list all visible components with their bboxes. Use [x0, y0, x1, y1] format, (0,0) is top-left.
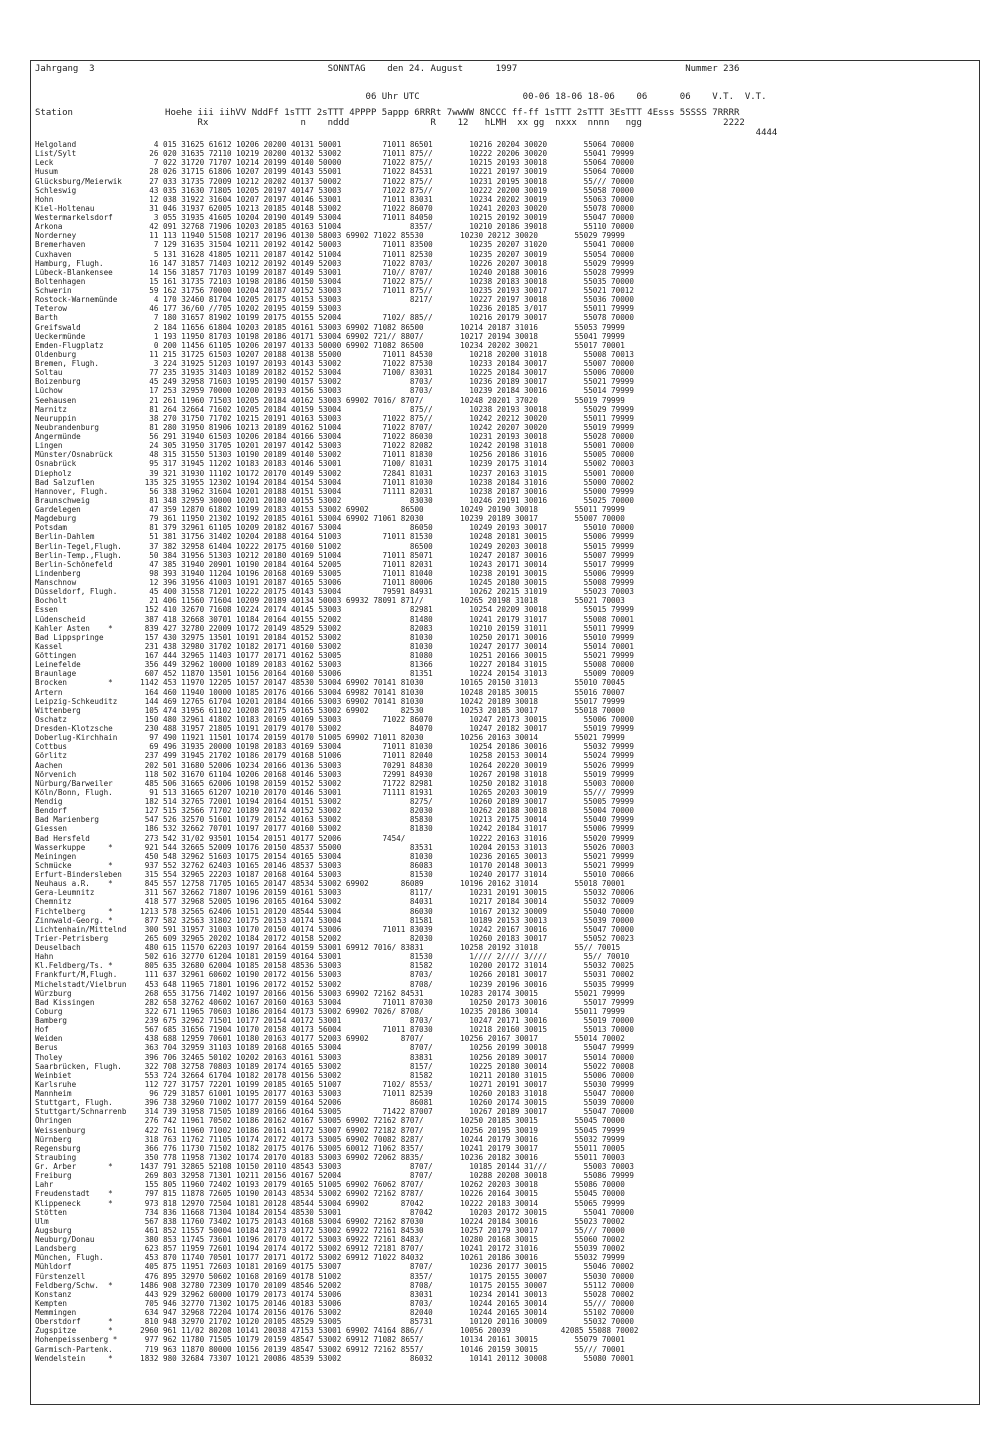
station-row: Erfurt-Bindersleben 315 554 32965 22203 10187 20168 40164 53003 81530 10240 20177 31014 55010 70066	[35, 870, 634, 879]
station-row: Essen 152 410 32670 71608 10224 20174 40145 53003 82981 10254 20209 30018 55015 79999	[35, 605, 634, 615]
station-row: München, Flugh. 453 870 11740 70501 10177 20171 40172 53002 69912 71022 84032 10261 20186 30016 55032 79999	[35, 1253, 625, 1263]
station-row: Braunlage 607 452 11870 13501 10156 20164 40160 53006 81351 10224 20154 31013 55009 70009	[35, 669, 634, 679]
station-row: Norderney 11 113 11940 51508 10217 20196 40130 58003 69902 71022 85530 10230 20212 30020 55029 79999	[35, 231, 625, 241]
station-row: Weiden 438 688 12959 70601 10180 20163 40177 52003 69902 8707/ 10256 20167 30017 55014 70002	[35, 1034, 625, 1044]
station-row: Coburg 322 671 11965 70603 10186 20164 40173 53002 69902 7026/ 8708/ 10235 20186 30014 55011 79999	[35, 1006, 625, 1016]
station-row: Hahn 502 616 32770 61204 10181 20159 40164 53001 81530 1//// 2//// 3//// 55// 70010	[35, 952, 630, 962]
station-row: Öhringen 276 742 11961 70502 10186 20162 40167 53005 69902 72162 8707/ 10250 20185 30015 55045 70000	[35, 1116, 625, 1126]
station-row: Fichtelberg * 1213 578 32565 62406 10151 20120 48544 53004 86030 10167 20132 30009 55040 70000	[35, 906, 634, 916]
station-row: Weissenburg 422 761 11960 71002 10186 20161 40172 53007 69902 72182 8707/ 10256 20195 30019 55045 79999	[35, 1125, 625, 1135]
station-row: Wendelstein * 1832 980 32684 73307 10121 20086 48539 53002 86032 10141 20112 30008 55080 70001	[35, 1353, 634, 1363]
station-row: Hannover, Flugh. 56 338 31962 31604 10201 20188 40151 53004 71111 82031 10238 20187 30016 55000 79999	[35, 486, 634, 496]
station-row: Nürnberg 318 763 11762 71105 10174 20172 40173 53005 69902 70082 8287/ 10244 20179 30016 55032 79999	[35, 1134, 625, 1144]
station-row: Freiburg 269 803 32958 71301 10211 20156 40167 52004 8707/ 10288 20208 30018 55086 79999	[35, 1171, 634, 1181]
station-row: Trier-Petrisberg 265 609 32965 20202 10184 20172 40158 52002 82030 10260 20183 30017 55052 70023	[35, 933, 634, 943]
station-row: Lüchow 17 253 32959 70000 10200 20193 40156 53003 8703/ 10239 20184 30016 55014 79999	[35, 386, 634, 396]
station-row: Dresden-Klotzsche 230 488 31957 21805 10191 20179 40170 53002 84070 10247 20182 30017 55019 79999	[35, 724, 634, 733]
station-row: Magdeburg 79 361 11950 21302 10192 20185 40161 53004 69902 71061 82030 10239 20189 30017 55007 70000	[35, 514, 625, 524]
station-row: Görlitz 237 499 31945 21702 10186 20179 40168 51006 71011 82040 10258 20153 30014 55024 79999	[35, 751, 634, 761]
station-row: Leinefelde 356 449 32962 10000 10189 20183 40162 53003 81366 10227 20184 31015 55008 70000	[35, 660, 634, 670]
station-row: Giessen 186 532 32662 70701 10197 20177 40160 53002 81830 10242 20184 31017 55006 79999	[35, 824, 634, 834]
station-row: Leipzig-Schkeuditz 144 469 12765 61704 10201 20184 40166 53003 69902 70141 81030 10242 20189 30018 55017 79999	[35, 696, 625, 706]
station-row: Konstanz 443 929 32962 60000 10179 20173 40174 53006 83031 10234 20141 30013 55028 70002	[35, 1289, 634, 1299]
station-row: Lingen 24 305 31950 31705 10201 20197 40142 53003 71022 82082 10242 20198 31018 55001 70000	[35, 441, 634, 451]
station-row: Aachen 202 501 31680 52006 10234 20166 40136 53003 70291 84830 10264 20220 30019 55026 79999	[35, 760, 634, 770]
station-row: Garmisch-Partenk. 719 963 11870 80000 10156 20139 48547 53002 69912 72162 8557/ 10146 20159 30015 55/// 70001	[35, 1344, 625, 1354]
station-row: Wittenberg 105 474 31956 61102 10208 20175 40165 53002 69902 82530 10253 20185 30017 55018 70000	[35, 705, 625, 715]
station-row: Kempten 705 946 32770 71302 10175 20146 40183 53006 8703/ 10244 20165 30014 55/// 70000	[35, 1298, 634, 1308]
station-row: Cuxhaven 5 131 31628 41805 10211 20187 40142 51004 71011 82530 10235 20207 30019 55054 70000	[35, 249, 634, 259]
station-row: Lübeck-Blankensee 14 156 31857 71703 10199 20187 40149 53001 710// 8707/ 10240 20188 30016 55028 79999	[35, 267, 634, 277]
station-row: Nörvenich 118 502 31670 61104 10206 20168 40146 53003 72991 84930 10267 20198 31018 55019 79999	[35, 769, 634, 779]
station-row: Zinnwald-Georg. * 877 582 32563 31802 10175 20153 40174 53004 81581 10189 20153 30013 55039 70000	[35, 915, 634, 925]
station-row: Berlin-Schönefeld 47 385 31940 20901 10190 20184 40164 52005 71011 82031 10243 20171 30014 55017 79999	[35, 559, 634, 569]
station-row: Augsburg 461 852 11557 50004 10184 20173 40172 53002 69922 72161 84530 10257 20179 30017 55/// 70000	[35, 1225, 625, 1235]
station-row: Gardelegen 47 359 12870 61802 10199 20183 40153 53002 69902 86500 10249 20190 30018 55011 79999	[35, 505, 625, 514]
station-row: Neuhaus a.R. * 845 557 12758 71705 10165 20147 48534 53002 69902 86089 10196 20162 31014 55018 70001	[35, 879, 625, 889]
station-row: Straubing 350 778 11958 71302 10174 20170 40183 53003 69902 72062 8835/ 10236 20182 30016 55011 70003	[35, 1152, 625, 1162]
station-row: Karlsruhe 112 727 31757 72201 10199 20185 40165 51007 7102/ 8553/ 10271 20191 30017 55030 79999	[35, 1079, 634, 1089]
station-row: Stötten 734 836 11668 71304 10184 20154 48530 53001 87042 10203 20172 30015 55041 70000	[35, 1207, 634, 1217]
station-row: Neuburg/Donau 380 853 11745 73601 10196 20170 40172 53003 69922 72161 8483/ 10280 20168 30015 55060 70002	[35, 1235, 625, 1244]
station-row: Seehausen 21 261 11960 71503 10205 20184 40162 53003 69902 7016/ 8707/ 10248 20201 37020 55019 79999	[35, 395, 625, 405]
station-row: Schmücke * 937 552 32762 62403 10165 20146 48537 53003 86083 10170 20148 30013 55021 79999	[35, 860, 634, 870]
station-row: Köln/Bonn, Flugh. 91 513 31665 61207 10210 20170 40146 53001 71111 81931 10265 20203 30019 55/// 79999	[35, 787, 634, 797]
station-row: Ulm 567 838 11760 73402 10175 20143 40168 53004 69902 72162 87030 10224 20184 30016 55023 70002	[35, 1216, 625, 1226]
header-column-subcodes: Rx n nddd R 12 hLMH xx gg nxxx nnnn ngg 2222	[35, 118, 745, 128]
station-row: Bocholt 21 406 11560 71604 10209 20189 40134 50003 69932 78091 871// 10265 20198 31018 55021 70003	[35, 596, 625, 606]
header-time-groups: 06 Uhr UTC 00-06 18-06 18-06 06 06 V.T. V.T.	[35, 92, 767, 102]
station-row: Berus 363 704 32959 31103 10189 20168 40165 53004 8707/ 10256 20199 30018 55047 79999	[35, 1043, 634, 1053]
station-row: Oberstdorf * 810 948 32970 21702 10120 20105 48529 53005 85731 10120 20116 30009 55032 70000	[35, 1317, 634, 1327]
station-row: Bad Hersfeld 273 542 31/02 93501 10154 20151 40177 52006 7454/ 10222 20163 31016 55020 79999	[35, 833, 634, 843]
station-row: Tholey 396 706 32465 50102 10202 20163 40161 53003 83831 10256 20189 30017 55014 70000	[35, 1052, 634, 1062]
station-row: Frankfurt/M,Flugh. 111 637 32961 60602 10190 20172 40156 53003 8703/ 10266 20181 30017 55031 70002	[35, 970, 634, 980]
station-row: Brocken * 1142 453 11970 12205 10157 20147 48530 53004 69902 70141 81030 10165 20150 31013 55010 70045	[35, 678, 625, 688]
station-row: Husum 28 026 31715 61806 10207 20199 40143 55001 71022 84531 10221 20197 30019 55064 70000	[35, 167, 634, 177]
station-row: Bad Lippspringe 157 430 32975 13501 10191 20184 40152 53002 81030 10250 20171 30016 55010 79999	[35, 632, 634, 642]
header-column-extra: 4444	[35, 128, 778, 138]
station-row: Lindenberg 98 393 31940 11204 10196 20168 40169 53005 71011 81040 10238 20191 30015 55006 79999	[35, 568, 634, 578]
station-row: Fürstenzell 476 895 32970 50602 10168 20169 40178 51002 8357/ 10175 20155 30007 55030 70000	[35, 1271, 634, 1281]
station-row: Arkona 42 091 32768 71906 10203 20185 40163 51004 8357/ 10210 20186 39018 55110 70000	[35, 222, 634, 232]
station-row: Stuttgart, Flugh. 396 738 32960 71002 10177 20159 40164 52006 86081 10260 20174 30015 55039 70000	[35, 1098, 634, 1108]
station-row: Leck 7 022 31720 71707 10214 20199 40140 50000 71022 875// 10215 20193 30018 55064 70000	[35, 158, 634, 168]
station-row: Bremen, Flugh. 3 224 31925 51203 10197 20193 40143 53002 71022 87530 10233 20184 30017 55007 70000	[35, 359, 634, 368]
station-row: Artern 164 460 11940 10000 10185 20176 40166 53004 69982 70141 81030 10248 20185 30015 55016 70007	[35, 687, 625, 697]
station-row: Göttingen 167 444 32965 11403 10177 20171 40162 53005 81080 10251 20166 30015 55021 79999	[35, 651, 634, 660]
station-row: Diepholz 39 321 31930 11102 10172 20170 40149 53002 72841 81031 10237 20163 31015 55001 70000	[35, 468, 634, 478]
station-row: Marnitz 81 264 32664 71602 10205 20184 40159 53004 875// 10238 20193 30018 55029 79999	[35, 404, 634, 414]
station-row: Landsberg 623 857 11959 72601 10194 20174 40172 53002 69912 72181 8707/ 10241 20172 31016 55039 70002	[35, 1244, 625, 1254]
station-row: Lichtenhain/Mittelnd 300 591 31957 31003 10170 20150 40174 53006 71011 83039 10242 20167 30016 55047 70000	[35, 924, 634, 934]
station-row: Saarbrücken, Flugh. 322 708 32758 70803 10189 20174 40165 53002 8157/ 10225 20180 30014 55022 70008	[35, 1061, 634, 1071]
station-row: Münster/Osnabrück 48 315 31550 51303 10190 20189 40140 53002 71011 81830 10256 20186 31016 55005 70000	[35, 450, 634, 460]
station-row: Schleswig 43 035 31630 71805 10205 20197 40147 53003 71022 875// 10222 20200 30019 55058 70000	[35, 185, 634, 195]
station-row: Kl.Feldberg/Ts. * 805 635 32680 62004 10185 20158 48536 53003 81582 10200 20172 31014 55032 70025	[35, 961, 634, 971]
station-row: Mannheim 96 729 31857 61001 10195 20177 40163 53003 71011 82539 10260 20183 31018 55047 70000	[35, 1089, 634, 1098]
station-row: Greifswald 2 184 11656 61804 10203 20185 40161 53003 69902 71082 86500 10214 20187 31016 55053 79999	[35, 322, 625, 332]
station-row: Deuselbach 480 615 11570 62203 10197 20164 40159 53001 69912 7016/ 83831 10258 20192 31018 55// 70015	[35, 943, 621, 952]
station-row: Potsdam 81 379 32961 61105 10209 20182 40167 53004 86050 10249 20193 30017 55010 70000	[35, 523, 634, 533]
station-row: Bad Kissingen 282 658 32762 40602 10167 20160 40163 53004 71011 87030 10250 20173 30016 55017 79999	[35, 997, 634, 1007]
station-row: Bremerhaven 7 129 31635 31504 10211 20192 40142 50003 71011 83500 10235 20207 31020 55041 70000	[35, 240, 634, 250]
station-row: Meiningen 450 548 32962 51603 10175 20154 40165 53004 81030 10236 20165 30013 55021 79999	[35, 851, 634, 861]
station-row: Glücksburg/Meierwik 27 033 31735 72009 10212 20202 40137 50002 71022 875// 10231 20195 30018 55/// 70000	[35, 176, 634, 186]
station-row: Regensburg 366 776 11730 71502 10182 20175 40176 53005 60012 71062 8357/ 10241 20179 30017 55011 70005	[35, 1143, 625, 1153]
station-row: Barth 7 180 31657 81902 10199 20175 40155 52004 7102/ 885// 10216 20179 30017 55078 70000	[35, 313, 634, 323]
station-row: Gera-Leumnitz 311 567 32662 71807 10196 20159 40161 53003 8117/ 10231 20191 30015 55032 70006	[35, 888, 634, 898]
header-year-date-number: Jahrgang 3 SONNTAG den 24. August 1997 Nummer 236	[35, 64, 740, 74]
station-row: Zugspitze * 2960 961 11/02 80208 10141 20038 47153 53001 69902 74164 886// 10056 20039 42085 55088 70002	[35, 1326, 639, 1336]
station-row: Hamburg, Flugh. 16 147 31857 71403 10212 20192 40149 52003 71022 8703/ 10226 20207 30018 55029 79999	[35, 258, 634, 268]
station-row: Ueckermünde 1 193 11950 81703 10198 20186 40171 53004 69902 721// 8807/ 10217 20194 30018 55041 79999	[35, 331, 625, 341]
station-row: Memmingen 634 947 32968 72204 10174 20156 40176 53002 82040 10244 20165 30014 55102 70000	[35, 1308, 634, 1317]
station-row: Lahr 155 805 11960 72402 10193 20179 40165 51005 69902 76062 8707/ 10262 20203 30018 55086 70000	[35, 1180, 625, 1190]
station-row: Klippeneck * 973 818 12970 72504 10181 20128 48544 53004 69902 87042 10222 20183 30014 55065 79999	[35, 1198, 625, 1208]
station-row: Mendig 182 514 32765 72001 10194 20164 40151 53002 8275/ 10260 20189 30017 55005 79999	[35, 797, 634, 806]
station-row: Bamberg 239 675 32962 71501 10177 20154 40172 53001 8703/ 10247 20171 30016 55019 70000	[35, 1016, 634, 1025]
station-row: Freudenstadt * 797 815 11878 72605 10190 20143 48534 53002 69902 72162 8787/ 10226 20164 30015 55045 70000	[35, 1189, 625, 1199]
station-row: Kiel-Holtenau 31 046 31937 62005 10213 20185 40148 53002 71022 86070 10241 20203 30020 55078 70000	[35, 203, 634, 213]
station-row: Berlin-Temp.,Flugh. 50 384 31956 51303 10212 20180 40169 51004 71011 85071 10247 20187 30016 55007 79999	[35, 550, 634, 560]
station-row: Bendorf 127 515 32566 71702 10189 20174 40152 53002 82030 10262 20188 30018 55004 70000	[35, 806, 634, 816]
station-row: Soltau 77 235 31935 31403 10189 20182 40152 53004 7100/ 83031 10225 20184 30017 55006 70000	[35, 368, 634, 378]
station-row: Braunschweig 81 348 32959 30000 10201 20180 40155 53002 83030 10246 20191 30016 55025 70000	[35, 495, 634, 505]
station-row: Nürburg/Barweiler 485 506 31665 62006 10198 20159 40152 53002 71722 82981 10250 20182 31018 55003 70000	[35, 778, 634, 788]
station-row: List/Sylt 26 020 31635 72110 10219 20200 40132 53002 71011 875// 10222 20206 30020 55041 79999	[35, 149, 634, 159]
station-row: Neuruppin 38 270 31750 71702 10215 20191 40163 53003 71022 875// 10242 20212 30020 55011 79999	[35, 413, 634, 423]
station-row: Düsseldorf, Flugh. 45 400 31558 71201 10222 20175 40143 53004 79591 84931 10262 20215 31019 55023 70003	[35, 587, 634, 597]
station-row: Cottbus 69 496 31935 20000 10198 20183 40169 53004 71011 81030 10254 20186 30016 55032 79999	[35, 742, 634, 752]
station-row: Neubrandenburg 81 280 31950 81906 10213 20189 40162 51004 71022 8707/ 10242 20207 30020 55019 79999	[35, 422, 634, 432]
station-row: Berlin-Tegel,Flugh. 37 382 32958 61404 10222 20175 40160 51002 86500 10249 20203 30018 55015 79999	[35, 541, 634, 551]
station-table	[35, 140, 975, 1363]
station-row: Westermarkelsdorf 3 055 31935 41605 10204 20190 40149 53004 71011 84050 10215 20192 30019 55047 70000	[35, 213, 634, 222]
station-row: Boizenburg 45 249 32958 71603 10195 20190 40157 53002 8703/ 10236 20189 30017 55021 79999	[35, 377, 634, 387]
station-row: Rostock-Warnemünde 4 170 32460 81704 10205 20175 40153 53003 8217/ 10227 20197 30018 55036 70000	[35, 295, 634, 305]
station-row: Emden-Flugplatz 0 200 11456 61105 10206 20197 40133 50000 69902 71082 86500 10234 20202 30021 55017 70001	[35, 340, 625, 350]
station-row: Mühldorf 405 875 11951 72603 10181 20169 40175 53007 8707/ 10236 20177 30015 55046 70002	[35, 1262, 634, 1272]
station-row: Berlin-Dahlem 51 381 31756 31402 10204 20188 40164 51003 71011 81530 10248 20181 30015 55006 79999	[35, 532, 634, 542]
station-row: Hohenpeissenberg * 977 962 11780 71505 10179 20159 48547 53002 69912 71082 8657/ 10134 20161 30015 55079 70001	[35, 1335, 625, 1345]
station-row: Oschatz 150 480 32961 41802 10183 20169 40169 53003 71022 86070 10247 20173 30015 55006 70000	[35, 714, 634, 724]
station-row: Schwerin 59 162 31756 70000 10204 20187 40152 53003 71011 875// 10235 20193 30017 55021 70012	[35, 286, 634, 295]
station-row: Hof 567 685 31656 71904 10170 20158 40173 56004 71011 87030 10218 20160 30015 55013 70000	[35, 1025, 634, 1035]
station-row: Weinbiet 553 724 32664 61704 10182 20178 40156 53002 81582 10211 20180 31015 55006 70000	[35, 1070, 634, 1080]
station-row: Helgoland 4 015 31625 61612 10206 20200 40131 50001 71011 86501 10216 20204 30020 55064 70000	[35, 140, 634, 149]
station-row: Boltenhagen 15 161 31735 72103 10198 20186 40150 53004 71022 875// 10238 20183 30018 55035 70000	[35, 276, 634, 286]
station-row: Bad Marienberg 547 526 32570 51601 10179 20152 40163 53002 85830 10213 20175 30014 55040 79999	[35, 815, 634, 825]
station-row: Oldenburg 11 215 31725 61503 10207 20188 40138 55000 71011 84530 10218 20200 31018 55008 70013	[35, 349, 634, 359]
station-row: Würzburg 268 655 31756 71402 10197 20166 40156 53003 69902 72162 84531 10283 20174 30015 55021 79999	[35, 988, 625, 998]
station-row: Kassel 231 438 32980 31702 10182 20171 40160 53002 81030 10247 20177 30014 55014 70001	[35, 641, 634, 651]
station-row: Teterow 46 177 36/60 //705 10202 20195 40159 53003 10236 20185 3/017 55011 79999	[35, 304, 634, 314]
station-row: Wasserkuppe * 921 544 32665 52009 10176 20150 48537 55000 83531 10204 20153 31013 55026 70003	[35, 842, 634, 852]
station-row: Osnabrück 95 317 31945 11202 10183 20183 40146 53001 7100/ 81031 10239 20175 31014 55002 70003	[35, 459, 634, 469]
station-row: Manschnow 12 396 31956 41003 10191 20187 40165 53006 71011 80006 10245 20180 30015 55008 79999	[35, 578, 634, 587]
station-row: Stuttgart/Schnarrenb 314 739 31958 71505 10189 20166 40164 53005 71422 87007 10267 20189 30017 55047 70000	[35, 1107, 634, 1117]
station-row: Hohn 12 038 31922 31604 10207 20197 40146 53001 71011 83031 10234 20202 30019 55063 70000	[35, 194, 634, 204]
station-row: Gr. Arber * 1437 791 32865 52108 10150 20110 48543 53003 8707/ 10185 20144 31/// 55003 70003	[35, 1162, 634, 1171]
station-row: Lüdenscheid 387 418 32668 30701 10184 20164 40155 52002 81480 10241 20179 31017 55008 70001	[35, 614, 634, 624]
station-row: Bad Salzuflen 135 325 31955 12302 10194 20184 40154 53004 71011 81030 10238 20184 31016 55000 70002	[35, 477, 634, 487]
station-row: Michelstadt/Vielbrun 453 648 11965 71801 10196 20172 40152 53002 8708/ 10239 20196 30016 55035 79999	[35, 979, 634, 989]
station-row: Kahler Asten * 839 427 32780 22009 10172 20149 48529 53002 82083 10210 20159 31011 55011 79999	[35, 623, 634, 633]
station-row: Feldberg/Schw. * 1486 908 32780 72309 10170 20109 48546 52002 8708/ 10175 20155 30007 55112 70000	[35, 1280, 634, 1290]
station-row: Doberlug-Kirchhain 97 490 11921 11501 10174 20159 40170 51005 69902 71011 82030 10256 20163 30014 55021 79999	[35, 733, 625, 743]
header-column-codes: Station Hoehe iii iihVV NddFf 1sTTT 2sTTT 4PPPP 5appp 6RRRt 7wwWW 8NCCC ff-ff 1sTTT 2sTTT 3EsTTT 4Esss 5SSSS 7RRRR	[35, 108, 740, 118]
station-row: Chemnitz 418 577 32968 52005 10196 20165 40164 53002 84031 10217 20184 30014 55032 70009	[35, 897, 634, 907]
station-row: Angermünde 56 291 31940 61503 10206 20184 40166 53004 71022 86030 10231 20193 30018 55028 70000	[35, 432, 634, 441]
